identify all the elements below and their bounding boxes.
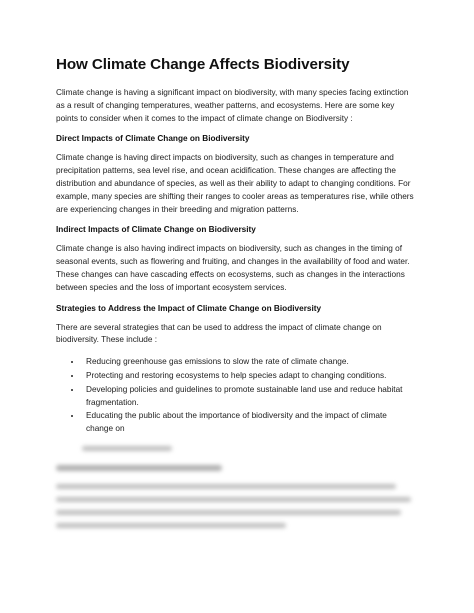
document-title: How Climate Change Affects Biodiversity	[56, 56, 350, 73]
blurred-line	[56, 484, 396, 489]
section-heading-strategies: Strategies to Address the Impact of Climate Change on Biodiversity	[56, 303, 322, 313]
section-body-strategies: There are several strategies that can be used to address the impact of climate change on biodiversity. These include :	[56, 322, 382, 345]
blurred-preview-region	[56, 446, 416, 528]
list-item: • Developing policies and guidelines to promote sustainable land use and reduce habitat fragmentation.	[82, 384, 416, 410]
blurred-line	[56, 510, 401, 515]
strategy-list	[56, 356, 416, 436]
intro-paragraph: Climate change is having a significant impact on biodiversity, with many species facing extinction as a result of changing temperatures, weather patterns, and ecosystems. Here are some key points to consider when it comes to the impact of climate change on Biodiversity :	[56, 88, 409, 123]
list-item: • Educating the public about the importance of biodiversity and the impact of climate change on	[82, 410, 416, 436]
section-heading-indirect-impacts: Indirect Impacts of Climate Change on Biodiversity	[56, 225, 256, 235]
blurred-heading	[56, 465, 222, 471]
list-item: • Reducing greenhouse gas emissions to slow the rate of climate change.	[82, 356, 416, 369]
section-body-direct-impacts: Climate change is having direct impacts on biodiversity, such as changes in temperature and precipitation patterns, sea level rise, and ocean acidification. These changes are affecting the distribution and abundance of species, as well as their ability to adapt to changing conditions. For example, many species are shifting their ranges to cooler areas as temperatures rise, while others are experiencing changes in their breeding and migration patterns.	[56, 153, 414, 214]
list-item: • Protecting and restoring ecosystems to help species adapt to changing conditions.	[82, 370, 416, 383]
blurred-line	[56, 497, 411, 502]
blurred-line	[82, 446, 172, 451]
blurred-line	[56, 523, 286, 528]
section-body-indirect-impacts: Climate change is also having indirect impacts on biodiversity, such as changes in the timing of seasonal events, such as flowering and fruiting, and changes in the availability of food and water. These changes can have cascading effects on ecosystems, such as changes in the interactions between species and the loss of important ecosystem services.	[56, 244, 410, 292]
section-heading-direct-impacts: Direct Impacts of Climate Change on Biodiversity	[56, 134, 250, 144]
